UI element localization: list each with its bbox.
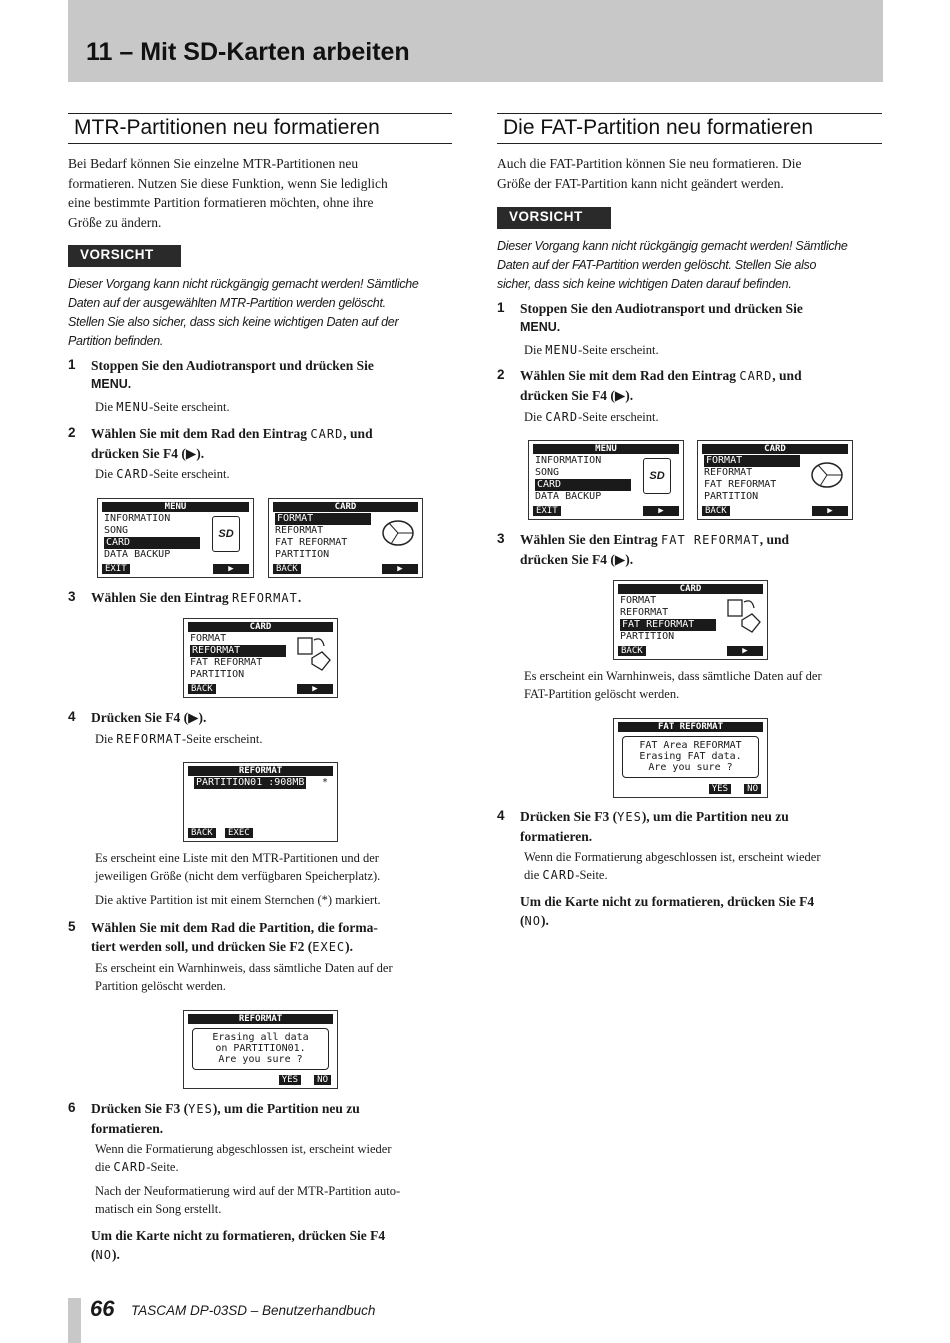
lcd-button-right: ▶ <box>727 646 763 656</box>
lcd-button-no: NO <box>744 784 761 794</box>
step-2-text: Wählen Sie mit dem Rad den Eintrag CARD, und drücken Sie F4 (▶). <box>91 426 373 461</box>
sd-card-icon: SD <box>643 458 671 494</box>
lcd-item: PARTITION <box>704 491 759 502</box>
lcd-dialog <box>192 1028 329 1070</box>
lcd-item: REFORMAT <box>275 525 324 536</box>
intro-line: Größe der FAT-Partition kann nicht geändert werden. <box>497 175 784 191</box>
chapter-title: 11 – Mit SD-Karten arbeiten <box>86 38 410 66</box>
lcd-button-yes: YES <box>279 1075 301 1085</box>
note-line: matisch ein Song erstellt. <box>95 1201 222 1216</box>
intro-line: Auch die FAT-Partition können Sie neu formatieren. Die <box>497 156 802 171</box>
lcd-item: SONG <box>535 467 560 478</box>
step-line: MENU. <box>91 377 132 391</box>
step-number: 5 <box>68 919 76 934</box>
step-6-note-1: Wenn die Formatierung abgeschlossen ist, erscheint wieder die CARD-Seite. <box>95 1142 392 1174</box>
lcd-screen-card-reformat <box>183 618 338 698</box>
lcd-item: DATA BACKUP <box>535 491 602 502</box>
step-line: drücken Sie F4 (▶). <box>520 552 634 567</box>
footer-title: TASCAM DP-03SD – Benutzerhandbuch <box>131 1303 376 1318</box>
step-number: 6 <box>68 1100 76 1115</box>
lcd-button-no: NO <box>314 1075 331 1085</box>
step-number: 2 <box>68 425 76 440</box>
intro-line: Größe zu ändern. <box>68 214 162 230</box>
step-2-note: Die CARD-Seite erscheint. <box>95 467 230 481</box>
note-line: Partition gelöscht werden. <box>95 978 226 993</box>
lcd-button-exit: EXIT <box>102 564 130 574</box>
caution-label: VORSICHT <box>497 207 611 229</box>
step-5-note <box>95 960 393 995</box>
caution-text-mtr <box>68 275 419 351</box>
lcd-title: MENU <box>533 444 679 454</box>
step-number: 4 <box>68 709 76 724</box>
fat-step-4-note: Wenn die Formatierung abgeschlossen ist, erscheint wieder die CARD-Seite. <box>524 850 821 882</box>
lcd-item: REFORMAT <box>620 607 669 618</box>
lcd-item: REFORMAT <box>704 467 753 478</box>
caution-line: Partition befinden. <box>68 334 164 348</box>
intro-line: Bei Bedarf können Sie einzelne MTR-Partitionen neu <box>68 156 359 171</box>
lcd-button-back: BACK <box>273 564 301 574</box>
lcd-item-selected: CARD <box>104 537 200 549</box>
step-number: 2 <box>497 367 505 382</box>
intro-line: eine bestimmte Partition formatieren möchten, ohne ihre <box>68 195 374 210</box>
lcd-item: FORMAT <box>620 595 657 606</box>
dialog-line: Erasing FAT data. <box>639 751 742 762</box>
lcd-screen-menu-fat <box>528 440 684 520</box>
step-4-star-note: Die aktive Partition ist mit einem Sternchen (*) markiert. <box>95 893 381 907</box>
lcd-button-right: ▶ <box>643 506 679 516</box>
fat-step-4-text: Drücken Sie F3 (YES), um die Partition neu zu formatieren. <box>520 809 789 844</box>
lcd-item: PARTITION <box>620 631 675 642</box>
lcd-item: FAT REFORMAT <box>704 479 777 490</box>
lcd-title: REFORMAT <box>188 1014 333 1024</box>
fat-step-1-text <box>520 299 803 337</box>
lcd-button-right: ▶ <box>812 506 848 516</box>
lcd-item: INFORMATION <box>535 455 602 466</box>
step-6-note-2 <box>95 1183 400 1218</box>
step-number: 1 <box>497 300 505 315</box>
lcd-button-back: BACK <box>188 684 216 694</box>
reformat-icon <box>726 596 762 636</box>
lcd-button-right: ▶ <box>213 564 249 574</box>
reformat-icon <box>296 634 332 674</box>
caution-label: VORSICHT <box>68 245 181 267</box>
lcd-screen-card-fat <box>697 440 853 520</box>
dialog-line: on PARTITION01. <box>215 1043 306 1054</box>
note-line: Wenn die Formatierung abgeschlossen ist, erscheint wieder <box>524 850 821 864</box>
step-number: 3 <box>497 531 505 546</box>
section-title-mtr: MTR-Partitionen neu formatieren <box>68 113 452 144</box>
note-line: Es erscheint ein Warnhinweis, dass sämtliche Daten auf der <box>524 669 822 683</box>
lcd-title: REFORMAT <box>188 766 333 776</box>
lcd-title: CARD <box>273 502 418 512</box>
fat-step-2-text: Wählen Sie mit dem Rad den Eintrag CARD, und drücken Sie F4 (▶). <box>520 368 802 403</box>
step-line: Wählen Sie mit dem Rad die Partition, die forma- <box>91 920 378 935</box>
lcd-item-selected: CARD <box>535 479 631 491</box>
step-6-text: Drücken Sie F3 (YES), um die Partition neu zu formatieren. <box>91 1101 360 1136</box>
step-line: Stoppen Sie den Audiotransport und drücken Sie <box>520 301 803 316</box>
lcd-screen-reformat-list <box>183 762 338 842</box>
fat-step-1-note: Die MENU-Seite erscheint. <box>524 343 659 357</box>
caution-line: Dieser Vorgang kann nicht rückgängig gemacht werden! Sämtliche <box>68 277 419 291</box>
step-line: formatieren. <box>91 1121 164 1136</box>
lcd-button-right: ▶ <box>297 684 333 694</box>
lcd-button-exit: EXIT <box>533 506 561 516</box>
active-marker: * <box>322 777 329 788</box>
step-1-text <box>91 356 374 394</box>
cancel-instruction-left: Um die Karte nicht zu formatieren, drücken Sie F4 (NO). <box>91 1228 386 1262</box>
fat-step-2-note: Die CARD-Seite erscheint. <box>524 410 659 424</box>
step-line: Um die Karte nicht zu formatieren, drücken Sie F4 <box>91 1228 386 1243</box>
step-line: formatieren. <box>520 829 593 844</box>
dialog-line: Erasing all data <box>212 1032 309 1043</box>
lcd-title: CARD <box>188 622 333 632</box>
note-line: FAT-Partition gelöscht werden. <box>524 686 680 701</box>
note-line: Wenn die Formatierung abgeschlossen ist, erscheint wieder <box>95 1142 392 1156</box>
step-line: drücken Sie F4 (▶). <box>91 446 205 461</box>
step-number: 4 <box>497 808 505 823</box>
note-line: jeweiligen Größe (nicht dem verfügbaren Speicherplatz). <box>95 868 381 883</box>
lcd-title: CARD <box>702 444 848 454</box>
step-line: Um die Karte nicht zu formatieren, drücken Sie F4 <box>520 894 815 909</box>
lcd-screen-menu <box>97 498 254 578</box>
lcd-button-back: BACK <box>618 646 646 656</box>
lcd-screen-fat-confirm <box>613 718 768 798</box>
lcd-title: MENU <box>102 502 249 512</box>
lcd-button-yes: YES <box>709 784 731 794</box>
step-4-text: Drücken Sie F4 (▶). <box>91 710 207 725</box>
lcd-screen-card <box>268 498 423 578</box>
intro-paragraph-fat <box>497 154 801 193</box>
caution-line: Daten auf der FAT-Partition werden gelöscht. Stellen Sie also <box>497 258 817 272</box>
step-1-note: Die MENU-Seite erscheint. <box>95 400 230 414</box>
step-4-list-note <box>95 850 380 885</box>
sd-card-icon: SD <box>212 516 240 552</box>
note-line: Es erscheint eine Liste mit den MTR-Partitionen und der <box>95 851 379 865</box>
lcd-item: DATA BACKUP <box>104 549 171 560</box>
lcd-item: FAT REFORMAT <box>275 537 348 548</box>
step-line: Stoppen Sie den Audiotransport und drücken Sie <box>91 358 374 373</box>
caution-line: Dieser Vorgang kann nicht rückgängig gemacht werden! Sämtliche <box>497 239 848 253</box>
caution-line: sicher, dass sich keine wichtigen Daten darauf befinden. <box>497 277 792 291</box>
step-5-text: Wählen Sie mit dem Rad die Partition, die forma- tiert werden soll, und drücken Sie F2 (EXEC). <box>91 920 378 954</box>
lcd-item-selected: FAT REFORMAT <box>620 619 716 631</box>
lcd-item-selected: REFORMAT <box>190 645 286 657</box>
intro-line: formatieren. Nutzen Sie diese Funktion, wenn Sie lediglich <box>68 175 388 191</box>
lcd-button-exec: EXEC <box>225 828 253 838</box>
lcd-partition-row: PARTITION01 :908MB <box>196 777 305 788</box>
fat-step-3-note <box>524 668 822 703</box>
cancel-instruction-right: Um die Karte nicht zu formatieren, drücken Sie F4 (NO). <box>520 894 815 928</box>
step-3-text: Wählen Sie den Eintrag REFORMAT. <box>91 590 302 605</box>
lcd-item: FAT REFORMAT <box>190 657 263 668</box>
step-line: drücken Sie F4 (▶). <box>520 388 634 403</box>
lcd-screen-card-fat-reformat <box>613 580 768 660</box>
note-line: Es erscheint ein Warnhinweis, dass sämtliche Daten auf der <box>95 961 393 975</box>
lcd-dialog <box>622 736 759 778</box>
lcd-item: PARTITION <box>190 669 245 680</box>
lcd-item: PARTITION <box>275 549 330 560</box>
lcd-item: SONG <box>104 525 129 536</box>
lcd-button-right: ▶ <box>382 564 418 574</box>
dialog-line: Are you sure ? <box>218 1054 303 1065</box>
lcd-item-selected: FORMAT <box>275 513 371 525</box>
lcd-item-selected: FORMAT <box>704 455 800 467</box>
lcd-button-back: BACK <box>702 506 730 516</box>
dialog-line: Are you sure ? <box>648 762 733 773</box>
disk-pie-icon <box>810 458 844 492</box>
step-number: 3 <box>68 589 76 604</box>
disk-pie-icon <box>381 516 415 550</box>
caution-line: Stellen Sie also sicher, dass sich keine wichtigen Daten auf der <box>68 315 399 329</box>
section-title-fat: Die FAT-Partition neu formatieren <box>497 113 882 144</box>
fat-step-3-text: Wählen Sie den Eintrag FAT REFORMAT, und drücken Sie F4 (▶). <box>520 532 790 567</box>
footer-bar <box>68 1298 81 1343</box>
caution-line: Daten auf der ausgewählten MTR-Partition werden gelöscht. <box>68 296 386 310</box>
page-number: 66 <box>90 1296 115 1321</box>
step-number: 1 <box>68 357 76 372</box>
lcd-title: CARD <box>618 584 763 594</box>
note-line: Nach der Neuformatierung wird auf der MTR-Partition auto- <box>95 1184 401 1198</box>
caution-text-fat <box>497 237 848 294</box>
lcd-button-back: BACK <box>188 828 216 838</box>
lcd-item: FORMAT <box>190 633 227 644</box>
intro-paragraph-mtr <box>68 154 388 232</box>
lcd-item: INFORMATION <box>104 513 171 524</box>
step-line: MENU. <box>520 320 561 334</box>
lcd-screen-reformat-confirm <box>183 1010 338 1089</box>
lcd-title: FAT REFORMAT <box>618 722 763 732</box>
step-4-note: Die REFORMAT-Seite erscheint. <box>95 732 263 746</box>
dialog-line: FAT Area REFORMAT <box>639 740 742 751</box>
